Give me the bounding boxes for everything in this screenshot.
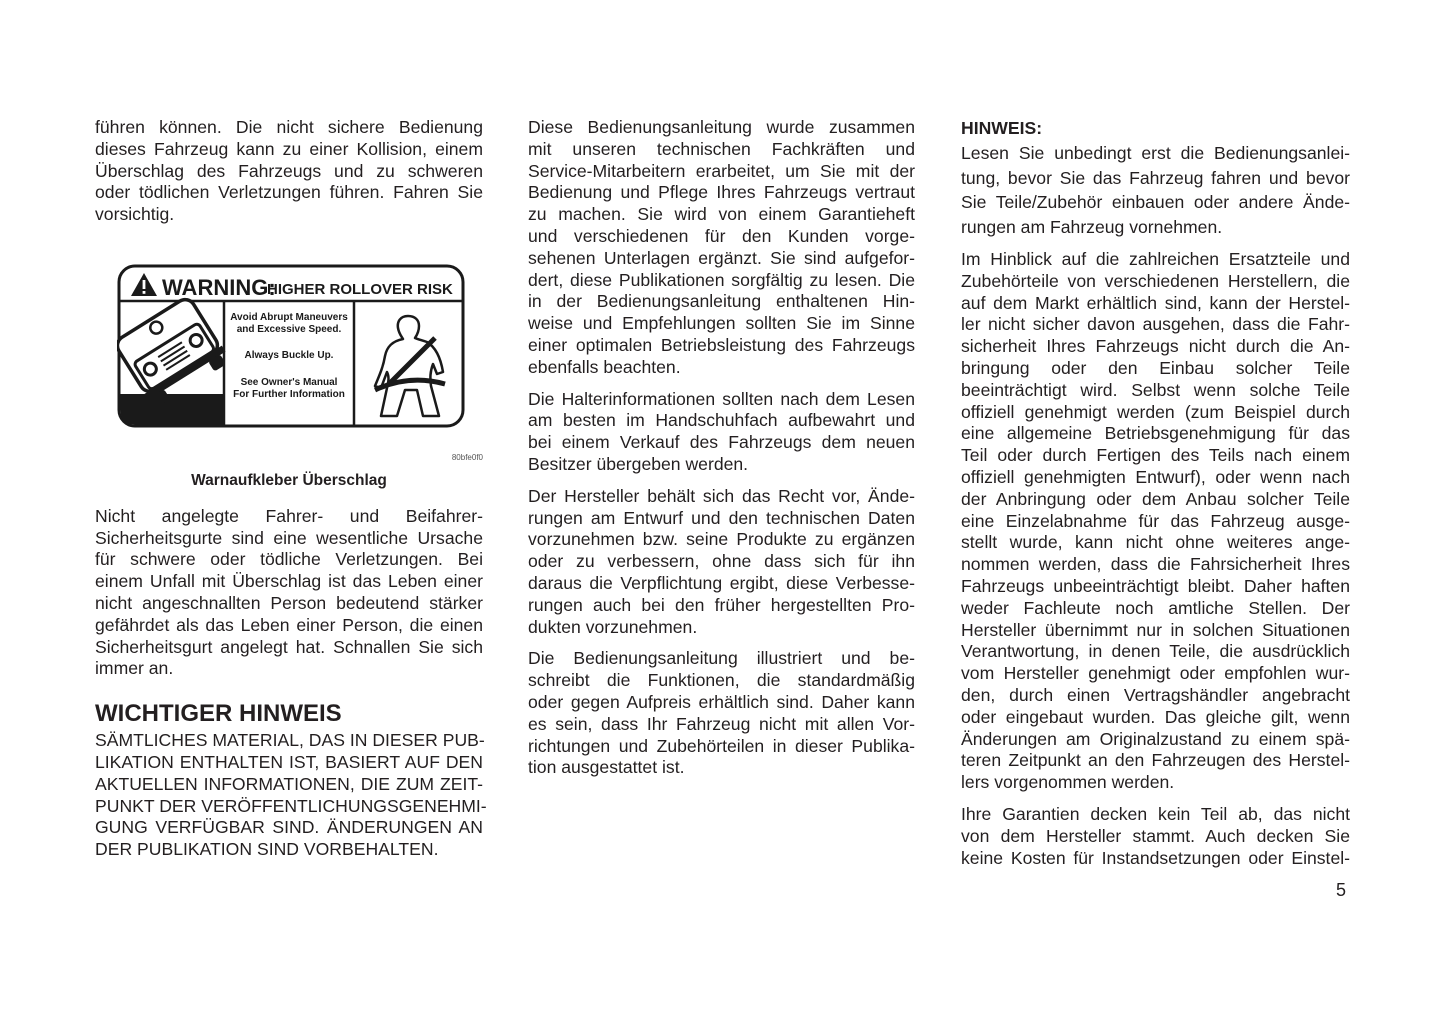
text-line: rungen am Fahrzeug vornehmen.	[961, 216, 1223, 237]
page-number: 5	[1336, 880, 1347, 900]
text-line: lers vorgenommen werden.	[961, 772, 1175, 793]
text-line: Überschlag des Fahrzeugs und zu schweren	[95, 160, 483, 181]
text-line: dukten vorzunehmen.	[528, 616, 698, 637]
label-text-avoid: Avoid Abrupt Maneuvers	[230, 311, 348, 323]
text-line: keine Kosten für Instandsetzungen oder Einstel-	[961, 847, 1350, 868]
text-line: für schwere oder tödliche Verletzungen. Bei	[95, 549, 483, 570]
text-line: Besitzer übergeben werden.	[528, 453, 749, 474]
text-line: rungen am Entwurf und den technischen Daten	[528, 507, 915, 528]
text-line: von dem Hersteller stammt. Auch decken Sie	[961, 825, 1350, 846]
text-line: bringung oder den Einbau solcher Teile	[961, 357, 1350, 378]
text-line: vom Hersteller genehmigt oder empfohlen wur-	[961, 663, 1350, 684]
text-line: PUNKT DER VERÖFFENTLICHUNGSGENEHMI-	[95, 795, 487, 816]
text-line: schreibt die Funktionen, die standardmäßig	[528, 670, 915, 691]
text-line: tion ausgestattet ist.	[528, 757, 685, 778]
text-line: Sie Teile/Zubehör einbauen oder andere Ände-	[961, 192, 1350, 212]
warning-label-figure	[95, 264, 483, 464]
text-line: es sein, dass Ihr Fahrzeug nicht mit allen Vor-	[528, 713, 915, 734]
text-line: in der Bedienungsanleitung enthaltenen Hin-	[528, 291, 915, 312]
text-line: zu machen. Sie wird von einem Garantieheft	[528, 204, 915, 225]
figure-code: 80bfe0f0	[451, 452, 483, 462]
text-line: ler nicht sicher davon ausgehen, dass die Fahr-	[961, 314, 1350, 335]
intro-paragraph	[95, 117, 483, 226]
rollover-warning-label	[117, 264, 465, 428]
text-line: dieses Fahrzeug kann zu einer Kollision, einem	[95, 138, 483, 159]
text-line: GUNG VERFÜGBAR SIND. ÄNDERUNGEN AN	[95, 817, 483, 838]
label-title-bold: WARNING:	[162, 274, 276, 300]
features-paragraph	[528, 648, 915, 779]
text-line: den, durch einen Vertragshändler angebracht	[961, 684, 1350, 705]
text-line: weise und Empfehlungen sollten Sie im Sinne	[528, 313, 915, 334]
label-text-manual: See Owner's Manual	[240, 376, 338, 388]
manufacturer-rights-paragraph	[528, 486, 915, 639]
text-line: eine Einzelabnahme für das Fahrzeug ausge-	[961, 510, 1350, 531]
text-line: oder gegen Aufpreis erhältlich sind. Daher kann	[528, 691, 915, 712]
text-line: vorsichtig.	[95, 204, 175, 225]
text-line: teren Zeitpunkt an den Fahrzeugen des Herstel-	[961, 750, 1350, 771]
text-line: vorzunehmen bzw. seine Produkte zu ergänzen	[528, 529, 915, 550]
text-line: oder tödlichen Verletzungen führen. Fahren Sie	[95, 182, 483, 203]
text-line: Verantwortung, in denen Teile, die ausdrücklich	[961, 641, 1350, 662]
text-line: immer an.	[95, 658, 174, 679]
text-line: Service-Mitarbeitern erarbeitet, um Sie mit der	[528, 160, 915, 181]
text-line: rungen auch bei den früher hergestellten Pro-	[528, 594, 915, 615]
text-line: mit unseren technischen Fachkräften und	[528, 138, 915, 159]
text-line: ebenfalls beachten.	[528, 356, 681, 377]
text-line: beeinträchtigt wird. Selbst wenn solche Teile	[961, 379, 1350, 400]
text-line: nicht angeschnallten Person bedeutend stärker	[95, 592, 483, 613]
section-heading: WICHTIGER HINWEIS	[95, 700, 342, 728]
text-line: gefährdet als das Leben einer Person, die einen	[95, 614, 483, 635]
text-line: einem Unfall mit Überschlag ist das Leben einer	[95, 571, 483, 592]
text-line: führen können. Die nicht sichere Bedienung	[95, 117, 483, 137]
text-line: einer optimalen Betriebsleistung des Fahrzeugs	[528, 334, 915, 355]
manual-intro-paragraph	[528, 117, 915, 379]
owner-info-paragraph	[528, 389, 915, 476]
text-line: Zubehörteile von verschiedenen Herstellern, die	[961, 270, 1350, 291]
text-line: eine allgemeine Betriebsgenehmigung für das	[961, 423, 1350, 444]
column-right	[961, 117, 1350, 879]
column-middle	[528, 117, 915, 789]
text-line: LIKATION ENTHALTEN IST, BASIERT AUF DEN	[95, 751, 483, 772]
text-line: weder Fachleute noch amtliche Stellen. Der	[961, 597, 1350, 618]
text-line: offiziell genehmigt werden (zum Beispiel durch	[961, 401, 1350, 422]
label-text-speed: and Excessive Speed.	[236, 323, 342, 335]
text-line: Bedienung und Pflege Ihres Fahrzeugs vertraut	[528, 182, 915, 203]
text-line: Teil oder durch Fertigen des Teils nach einem	[961, 445, 1350, 466]
text-line: am besten im Handschuhfach aufbewahrt und	[528, 410, 915, 431]
label-title-rest: HIGHER ROLLOVER RISK	[267, 280, 453, 298]
text-line: richtungen und Zubehörteilen in dieser Publika-	[528, 735, 915, 756]
text-line: Lesen Sie unbedingt erst die Bedienungsanlei-	[961, 143, 1350, 163]
text-line: Der Hersteller behält sich das Recht vor, Ände-	[528, 485, 915, 506]
text-line: Nicht angelegte Fahrer- und Beifahrer-	[95, 505, 483, 526]
text-line: dert, diese Publikationen sorgfältig zu lesen. Die	[528, 269, 915, 290]
text-line: Sicherheitsgurt angelegt hat. Schnallen Sie sich	[95, 636, 483, 657]
text-line: stellt wurde, kann nicht ohne weiteres ange-	[961, 532, 1350, 553]
text-line: sicherheit Ihres Fahrzeugs nicht durch die An-	[961, 336, 1350, 357]
text-line: tung, bevor Sie das Fahrzeug fahren und bevor	[961, 167, 1350, 188]
text-line: Änderungen am Originalzustand zu einem spä-	[961, 728, 1350, 749]
text-line: DER PUBLIKATION SIND VORBEHALTEN.	[95, 839, 439, 860]
warranty-paragraph	[961, 804, 1350, 869]
seatbelt-paragraph	[95, 506, 483, 680]
text-line: oder zu verbessern, ohne dass sich für ihn	[528, 551, 915, 572]
text-line: nommen werden, dass die Fahrsicherheit Ihres	[961, 554, 1350, 575]
note-paragraph	[961, 141, 1350, 239]
text-line: Sicherheitsgurte sind eine wesentliche Ursache	[95, 527, 483, 548]
notice-paragraph	[95, 730, 487, 861]
text-line: Die Bedienungsanleitung illustriert und be-	[528, 648, 915, 669]
text-line: Die Halterinformationen sollten nach dem Lesen	[528, 388, 915, 409]
text-line: und verschiedenen für den Kunden vorge-	[528, 225, 915, 246]
text-line: AKTUELLEN INFORMATIONEN, DIE ZUM ZEIT-	[95, 773, 483, 794]
text-line: oder eingebaut wurden. Das gleiche gilt, wenn	[961, 706, 1350, 727]
label-text-info: For Further Information	[233, 388, 345, 400]
text-line: Fahrzeugs unbeeinträchtigt bleibt. Daher haften	[961, 575, 1350, 596]
note-heading: HINWEIS:	[961, 118, 1043, 138]
text-line: Diese Bedienungsanleitung wurde zusammen	[528, 117, 915, 137]
figure-caption: Warnaufkleber Überschlag	[191, 471, 387, 489]
text-line: daraus die Verpflichtung ergibt, diese Verbesse-	[528, 572, 915, 593]
text-line: offiziell genehmigten Entwurf), oder wenn nach	[961, 466, 1350, 487]
text-line: Ihre Garantien decken kein Teil ab, das nicht	[961, 803, 1350, 824]
parts-paragraph	[961, 249, 1350, 794]
column-left	[95, 117, 487, 871]
text-line: auf dem Markt erhältlich sind, kann der Herstel-	[961, 292, 1350, 313]
label-text-buckle: Always Buckle Up.	[244, 349, 334, 361]
text-line: sehenen Unterlagen ergänzt. Sie sind aufgefor-	[528, 247, 915, 268]
text-line: SÄMTLICHES MATERIAL, DAS IN DIESER PUB-	[95, 730, 485, 751]
text-line: Hersteller übernimmt nur in solchen Situationen	[961, 619, 1350, 640]
text-line: Im Hinblick auf die zahlreichen Ersatzteile und	[961, 249, 1350, 269]
text-line: bei einem Verkauf des Fahrzeugs dem neuen	[528, 432, 915, 453]
text-line: der Anbringung oder dem Anbau solcher Teile	[961, 488, 1350, 509]
